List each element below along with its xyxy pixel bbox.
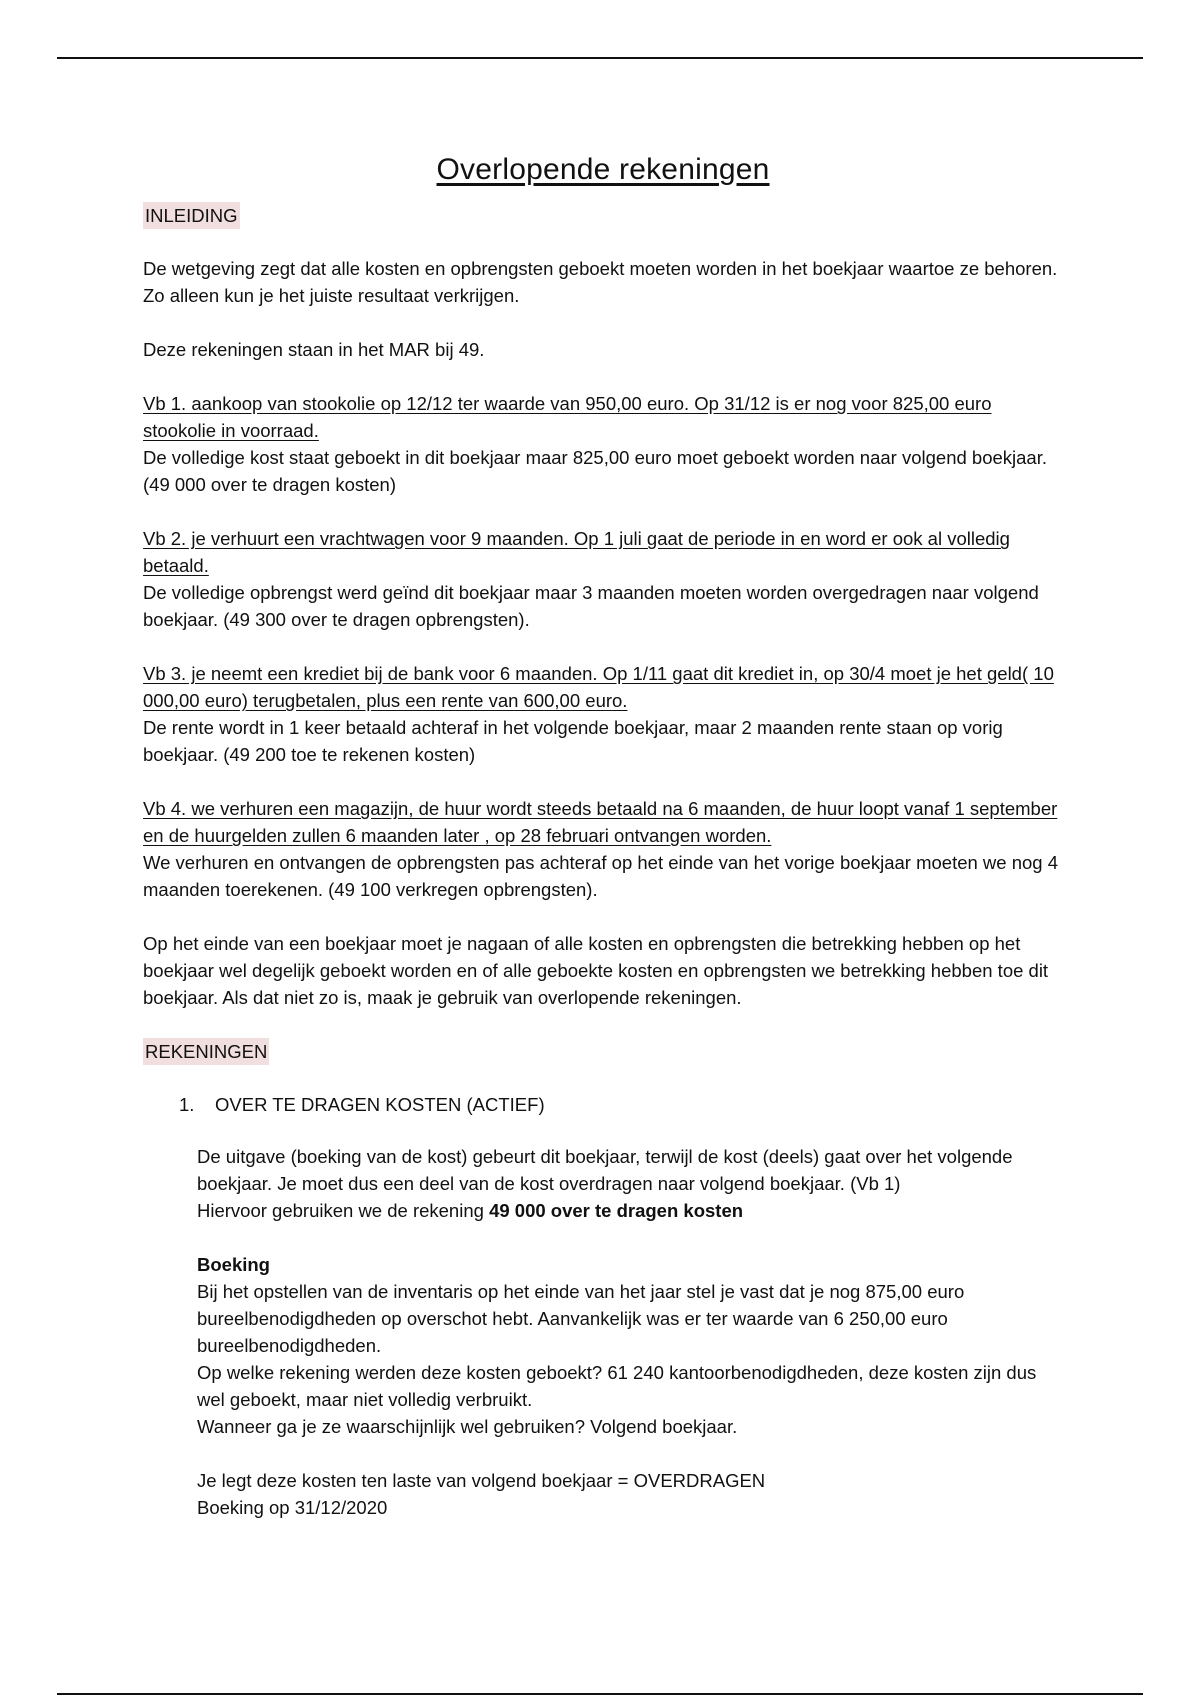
example-1-heading: Vb 1. aankoop van stookolie op 12/12 ter waarde van 950,00 euro. Op 31/12 is er nog voor 825,00 euro stookolie in voorraad. bbox=[143, 393, 992, 441]
example-3 bbox=[143, 660, 1063, 768]
example-4-heading: Vb 4. we verhuren een magazijn, de huur wordt steeds betaald na 6 maanden, de huur loopt vanaf 1 september en de huurgelden zullen 6 maanden later , op 28 februari ontvangen worden. bbox=[143, 798, 1058, 846]
booking-block bbox=[197, 1251, 1063, 1440]
example-1-body: De volledige kost staat geboekt in dit boekjaar maar 825,00 euro moet geboekt worden naar volgend boekjaar. (49 000 over te dragen kosten) bbox=[143, 447, 1047, 495]
example-2-body: De volledige opbrengst werd geïnd dit boekjaar maar 3 maanden moeten worden overgedragen naar volgend boekjaar. (49 300 over te dragen opbrengsten). bbox=[143, 582, 1039, 630]
example-4 bbox=[143, 795, 1063, 903]
bottom-rule bbox=[57, 1693, 1143, 1695]
accounts-heading: REKENINGEN bbox=[143, 1038, 269, 1065]
intro-heading: INLEIDING bbox=[143, 202, 240, 229]
page-title: Overlopende rekeningen bbox=[436, 153, 770, 186]
example-3-body: De rente wordt in 1 keer betaald achteraf in het volgende boekjaar, maar 2 maanden rente staan op vorig boekjaar. (49 200 toe te rekenen kosten) bbox=[143, 717, 1003, 765]
description-text: De uitgave (boeking van de kost) gebeurt dit boekjaar, terwijl de kost (deels) gaat over het volgende boekjaar. Je moet dus een deel van de kost overdragen naar volgend boekjaar. (Vb 1) bbox=[197, 1146, 1013, 1194]
booking-line-1: Bij het opstellen van de inventaris op het einde van het jaar stel je vast dat je nog 875,00 euro bureelbenodigdheden op overschot hebt. Aanvankelijk was er ter waarde van 6 250,00 euro bureelbenodigdheden. bbox=[197, 1281, 965, 1356]
account-1-content bbox=[197, 1143, 1063, 1521]
example-1 bbox=[143, 390, 1063, 498]
closing-line-1: Je legt deze kosten ten laste van volgend boekjaar = OVERDRAGEN bbox=[197, 1470, 766, 1491]
accounts-section bbox=[143, 1038, 1063, 1521]
intro-paragraph-1: De wetgeving zegt dat alle kosten en opbrengsten geboekt moeten worden in het boekjaar waartoe ze behoren. Zo alleen kun je het juiste resultaat verkrijgen. bbox=[143, 258, 1058, 306]
account-list-item-1 bbox=[179, 1091, 1063, 1118]
top-rule bbox=[57, 57, 1143, 59]
intro-paragraph-3: Op het einde van een boekjaar moet je nagaan of alle kosten en opbrengsten die betrekking hebben op het boekjaar wel degelijk geboekt worden en of alle geboekte kosten en opbrengsten we betrekking hebben toe dit boekjaar. Als dat niet zo is, maak je gebruik van overlopende rekeningen. bbox=[143, 933, 1049, 1008]
example-3-heading: Vb 3. je neemt een krediet bij de bank voor 6 maanden. Op 1/11 gaat dit krediet in, op 30/4 moet je het geld( 10 000,00 euro) terugbetalen, plus een rente van 600,00 euro. bbox=[143, 663, 1054, 711]
closing-block bbox=[197, 1467, 1063, 1521]
booking-line-3: Wanneer ga je ze waarschijnlijk wel gebruiken? Volgend boekjaar. bbox=[197, 1416, 738, 1437]
list-number: 1. bbox=[179, 1094, 195, 1115]
list-item-label: OVER TE DRAGEN KOSTEN (ACTIEF) bbox=[215, 1094, 545, 1115]
document-page bbox=[143, 140, 1063, 1548]
example-2-heading: Vb 2. je verhuurt een vrachtwagen voor 9 maanden. Op 1 juli gaat de periode in en word er ook al volledig betaald. bbox=[143, 528, 1010, 576]
account-name-bold: 49 000 over te dragen kosten bbox=[489, 1200, 744, 1221]
description-prefix: Hiervoor gebruiken we de rekening bbox=[197, 1200, 490, 1221]
booking-heading: Boeking bbox=[197, 1254, 270, 1275]
intro-section bbox=[143, 202, 1063, 1011]
example-2 bbox=[143, 525, 1063, 633]
example-4-body: We verhuren en ontvangen de opbrengsten pas achteraf op het einde van het vorige boekjaar moeten we nog 4 maanden toerekenen. (49 100 verkregen opbrengsten). bbox=[143, 852, 1059, 900]
intro-paragraph-2: Deze rekeningen staan in het MAR bij 49. bbox=[143, 339, 485, 360]
closing-line-2: Boeking op 31/12/2020 bbox=[197, 1497, 388, 1518]
account-1-description bbox=[197, 1143, 1063, 1224]
booking-line-2: Op welke rekening werden deze kosten geboekt? 61 240 kantoorbenodigdheden, deze kosten zijn dus wel geboekt, maar niet volledig verbruikt. bbox=[197, 1362, 1037, 1410]
